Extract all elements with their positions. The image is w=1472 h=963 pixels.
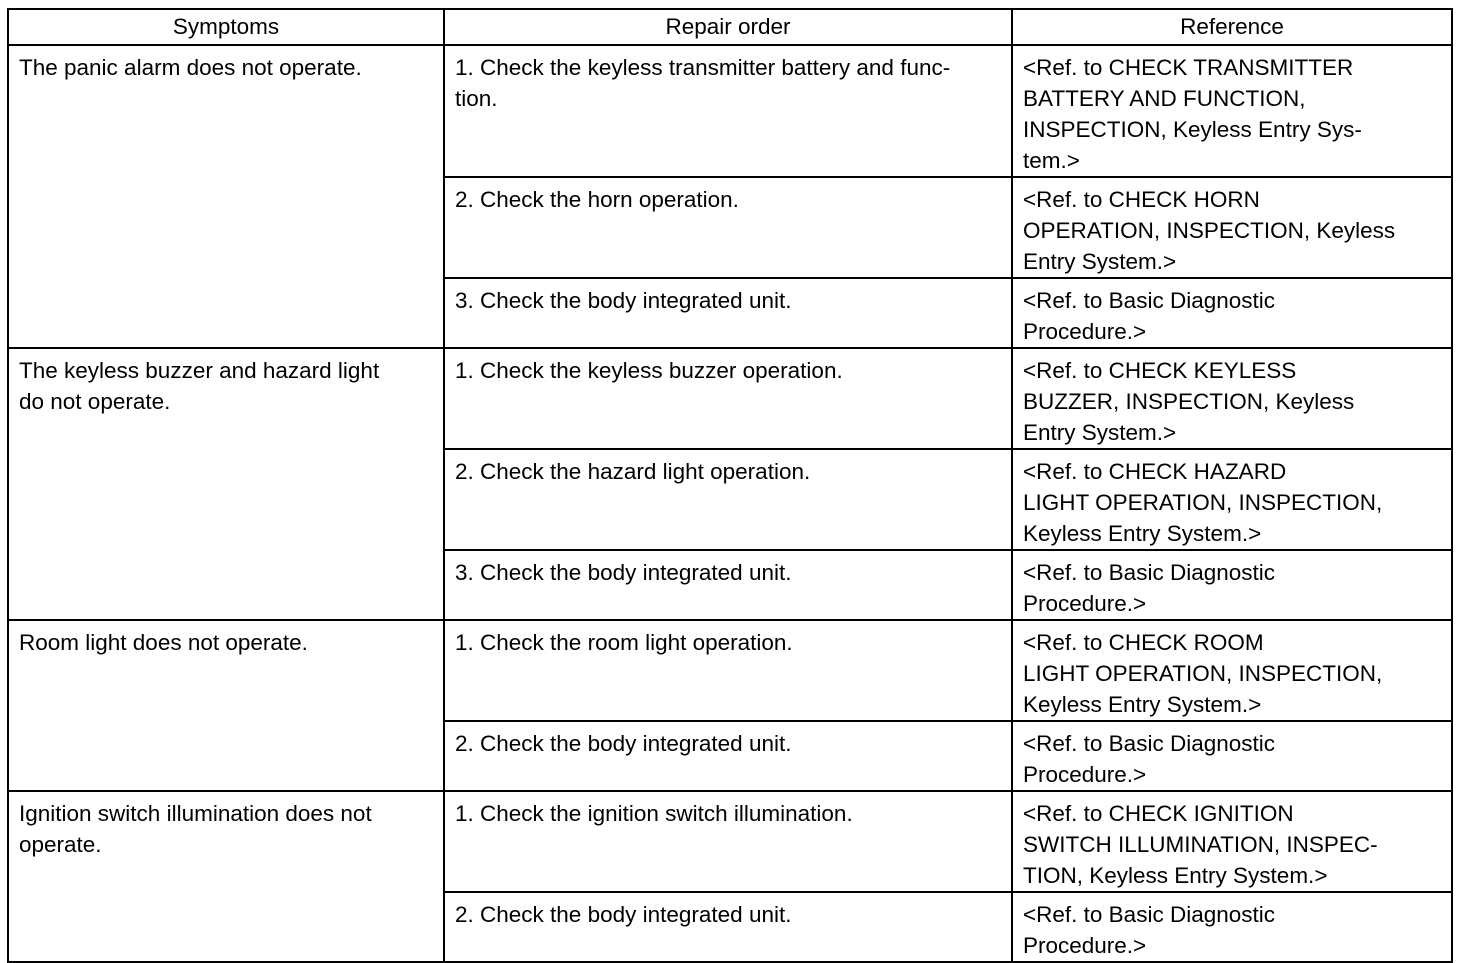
repair-step-text: 2. Check the hazard light operation. (455, 459, 811, 484)
repair-step-text: 3. Check the body integrated unit. (455, 288, 792, 313)
repair-step-text: 2. Check the body integrated unit. (455, 902, 792, 927)
reference-cell (1012, 177, 1452, 278)
reference-text: Procedure.> (1023, 762, 1147, 787)
reference-cell (1012, 348, 1452, 449)
reference-text: SWITCH ILLUMINATION, INSPEC- (1023, 832, 1378, 857)
symptom-text: The keyless buzzer and hazard light (19, 358, 380, 383)
reference-text: Keyless Entry System.> (1023, 521, 1262, 546)
symptom-text: Ignition switch illumination does not (19, 801, 372, 826)
header-symptoms: Symptoms (8, 9, 444, 45)
reference-cell (1012, 791, 1452, 892)
repair-step-text: 3. Check the body integrated unit. (455, 560, 792, 585)
reference-text: Procedure.> (1023, 319, 1147, 344)
reference-text: <Ref. to CHECK TRANSMITTER (1023, 55, 1354, 80)
symptom-cell (8, 791, 444, 962)
reference-cell (1012, 620, 1452, 721)
repair-step-text: 1. Check the room light operation. (455, 630, 793, 655)
reference-cell (1012, 892, 1452, 962)
reference-cell (1012, 550, 1452, 620)
symptom-text: do not operate. (19, 389, 171, 414)
reference-text: BATTERY AND FUNCTION, (1023, 86, 1306, 111)
reference-cell (1012, 45, 1452, 177)
repair-step-text: tion. (455, 86, 498, 111)
reference-text: Keyless Entry System.> (1023, 692, 1262, 717)
reference-text: LIGHT OPERATION, INSPECTION, (1023, 490, 1383, 515)
symptom-cell (8, 45, 444, 348)
repair-order-cell (444, 892, 1012, 962)
header-repair-order: Repair order (444, 9, 1012, 45)
symptom-text: Room light does not operate. (19, 630, 308, 655)
symptom-cell (8, 348, 444, 620)
table-row (8, 348, 1452, 449)
reference-text: Entry System.> (1023, 249, 1177, 274)
repair-order-cell (444, 45, 1012, 177)
reference-cell (1012, 449, 1452, 550)
repair-order-cell (444, 550, 1012, 620)
reference-text: <Ref. to Basic Diagnostic (1023, 902, 1275, 927)
reference-text: <Ref. to Basic Diagnostic (1023, 560, 1275, 585)
repair-step-text: 2. Check the horn operation. (455, 187, 739, 212)
reference-text: INSPECTION, Keyless Entry Sys- (1023, 117, 1362, 142)
repair-step-text: 1. Check the keyless transmitter battery and func- (455, 55, 951, 80)
repair-order-cell (444, 721, 1012, 791)
reference-text: LIGHT OPERATION, INSPECTION, (1023, 661, 1383, 686)
table-row (8, 45, 1452, 177)
reference-text: <Ref. to CHECK IGNITION (1023, 801, 1294, 826)
symptom-text: The panic alarm does not operate. (19, 55, 362, 80)
reference-text: <Ref. to Basic Diagnostic (1023, 288, 1275, 313)
repair-step-text: 1. Check the keyless buzzer operation. (455, 358, 843, 383)
repair-order-cell (444, 449, 1012, 550)
reference-text: OPERATION, INSPECTION, Keyless (1023, 218, 1396, 243)
repair-order-cell (444, 278, 1012, 348)
reference-text: <Ref. to CHECK HORN (1023, 187, 1260, 212)
reference-text: Procedure.> (1023, 591, 1147, 616)
reference-text: <Ref. to CHECK ROOM (1023, 630, 1264, 655)
reference-cell (1012, 721, 1452, 791)
header-reference: Reference (1012, 9, 1452, 45)
reference-text: tem.> (1023, 148, 1080, 173)
reference-text: TION, Keyless Entry System.> (1023, 863, 1328, 888)
table-row (8, 620, 1452, 721)
table-body (8, 45, 1452, 962)
symptom-cell (8, 620, 444, 791)
reference-text: <Ref. to CHECK HAZARD (1023, 459, 1287, 484)
repair-order-cell (444, 620, 1012, 721)
reference-cell (1012, 278, 1452, 348)
repair-order-cell (444, 177, 1012, 278)
reference-text: Procedure.> (1023, 933, 1147, 958)
reference-text: <Ref. to CHECK KEYLESS (1023, 358, 1297, 383)
repair-step-text: 2. Check the body integrated unit. (455, 731, 792, 756)
reference-text: BUZZER, INSPECTION, Keyless (1023, 389, 1355, 414)
reference-text: Entry System.> (1023, 420, 1177, 445)
table-row (8, 791, 1452, 892)
troubleshooting-table (7, 8, 1453, 963)
symptom-text: operate. (19, 832, 102, 857)
reference-text: <Ref. to Basic Diagnostic (1023, 731, 1275, 756)
repair-order-cell (444, 348, 1012, 449)
header-row (8, 9, 1452, 45)
repair-order-cell (444, 791, 1012, 892)
repair-step-text: 1. Check the ignition switch illumination. (455, 801, 853, 826)
